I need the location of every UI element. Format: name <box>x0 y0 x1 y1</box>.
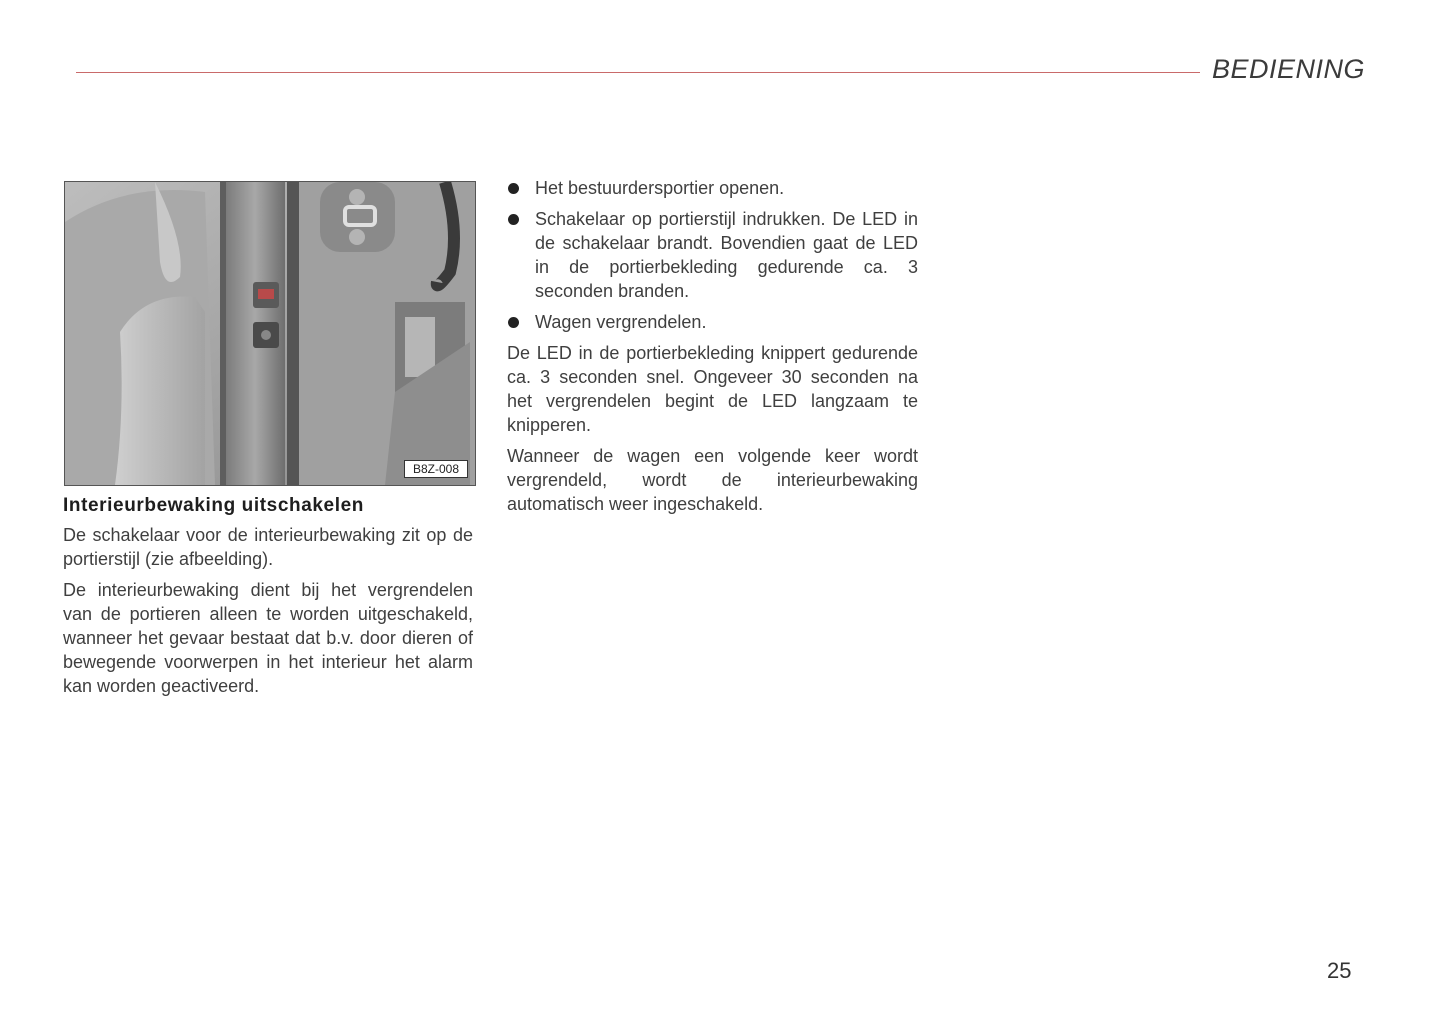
door-pillar-switch-illustration <box>65 182 475 485</box>
section-heading: Interieurbewaking uitschakelen <box>63 495 364 516</box>
bullet-text: Schakelaar op portierstijl indrukken. De LED in de schakelaar brandt. Bovendien gaat de LED in de portierbekleding gedurende ca. 3 seconden branden. <box>535 209 918 301</box>
bullet-icon <box>508 317 519 328</box>
bullet-text: Het bestuurdersportier openen. <box>535 178 785 198</box>
paragraph: Wanneer de wagen een volgende keer wordt vergrendeld, wordt de interieurbewaking automatisch weer ingeschakeld. <box>507 446 918 514</box>
paragraph: De schakelaar voor de interieurbewaking zit op de portierstijl (zie afbeelding). <box>63 525 473 569</box>
bullet-item <box>507 176 918 207</box>
bullet-item <box>507 207 918 310</box>
bullet-text: Wagen vergrendelen. <box>535 312 707 332</box>
door-pillar-figure <box>64 181 476 486</box>
right-column <box>507 176 918 523</box>
bullet-icon <box>508 183 519 194</box>
header-rule <box>76 72 1200 73</box>
bullet-icon <box>508 214 519 225</box>
figure-label: B8Z-008 <box>404 460 468 478</box>
page-number: 25 <box>1327 958 1352 983</box>
bullet-item <box>507 310 918 341</box>
paragraph: De LED in de portierbekleding knippert gedurende ca. 3 seconden snel. Ongeveer 30 seconden na het vergrendelen begint de LED langzaam te knipperen. <box>507 343 918 435</box>
paragraph: De interieurbewaking dient bij het vergrendelen van de portieren alleen te worden uitgeschakeld, wanneer het gevaar bestaat dat b.v. door dieren of bewegende voorwerpen in het interieur het alarm kan worden geactiveerd. <box>63 580 473 696</box>
section-title: BEDIENING <box>1212 54 1366 84</box>
left-column <box>63 495 473 705</box>
